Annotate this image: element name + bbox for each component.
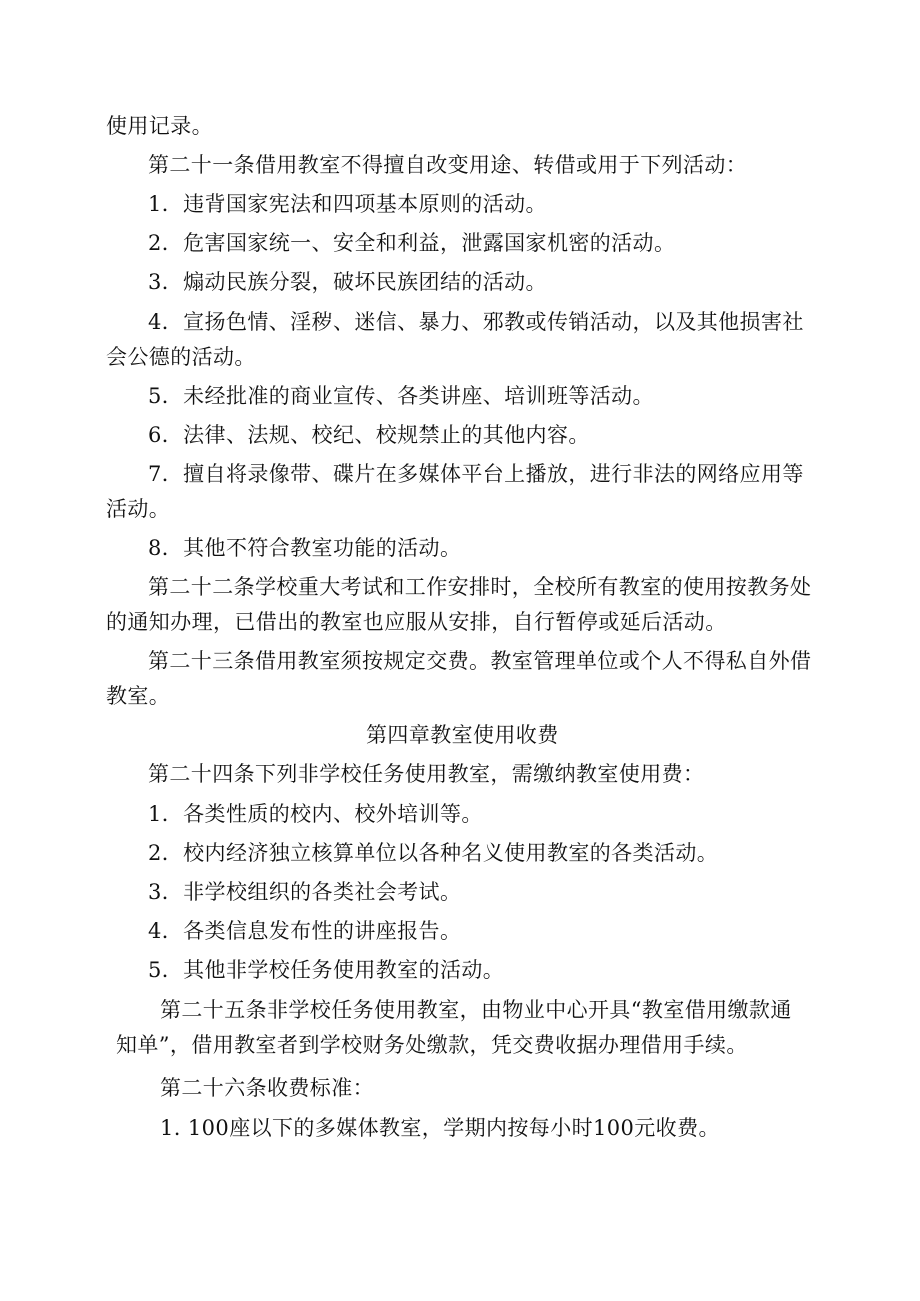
list-item: 4．宣扬色情、淫秽、迷信、暴力、邪教或传销活动，以及其他损害社 [148, 310, 804, 334]
list-item: 3．煽动民族分裂，破坏民族团结的活动。 [148, 270, 547, 294]
article-23-line: 第二十三条借用教室须按规定交费。教室管理单位或个人不得私自外借 [148, 649, 812, 673]
list-item: 2．危害国家统一、安全和利益，泄露国家机密的活动。 [148, 231, 676, 255]
list-item: 1. 100座以下的多媒体教室，学期内按每小时100元收费。 [160, 1116, 720, 1140]
list-item: 4．各类信息发布性的讲座报告。 [148, 919, 462, 943]
list-item: 7．擅自将录像带、碟片在多媒体平台上播放，进行非法的网络应用等 [148, 462, 804, 486]
article-21-line: 第二十一条借用教室不得擅自改变用途、转借或用于下列活动： [148, 153, 748, 177]
text-line: 的通知办理，已借出的教室也应服从安排，自行暂停或延后活动。 [106, 610, 727, 634]
list-item: 2．校内经济独立核算单位以各种名义使用教室的各类活动。 [148, 841, 719, 865]
text-line: 教室。 [106, 684, 171, 708]
list-item: 5．未经批准的商业宣传、各类讲座、培训班等活动。 [148, 384, 654, 408]
text-line: 会公德的活动。 [106, 345, 256, 369]
list-item: 8．其他不符合教室功能的活动。 [148, 536, 462, 560]
article-26-line: 第二十六条收费标准： [160, 1076, 374, 1100]
chapter-heading: 第四章教室使用收费 [366, 723, 559, 747]
list-item: 1．违背国家宪法和四项基本原则的活动。 [148, 192, 547, 216]
text-line: 使用记录。 [106, 114, 213, 138]
list-item: 3．非学校组织的各类社会考试。 [148, 880, 462, 904]
article-22-line: 第二十二条学校重大考试和工作安排时，全校所有教室的使用按教务处 [148, 575, 812, 599]
article-24-line: 第二十四条下列非学校任务使用教室，需缴纳教室使用费： [148, 762, 705, 786]
article-25-line: 第二十五条非学校任务使用教室，由物业中心开具“教室借用缴款通 [160, 998, 792, 1022]
text-line: 活动。 [106, 497, 171, 521]
text-line: 知单”，借用教室者到学校财务处缴款，凭交费收据办理借用手续。 [116, 1033, 748, 1057]
list-item: 5．其他非学校任务使用教室的活动。 [148, 958, 505, 982]
list-item: 1．各类性质的校内、校外培训等。 [148, 802, 483, 826]
list-item: 6．法律、法规、校纪、校规禁止的其他内容。 [148, 423, 590, 447]
